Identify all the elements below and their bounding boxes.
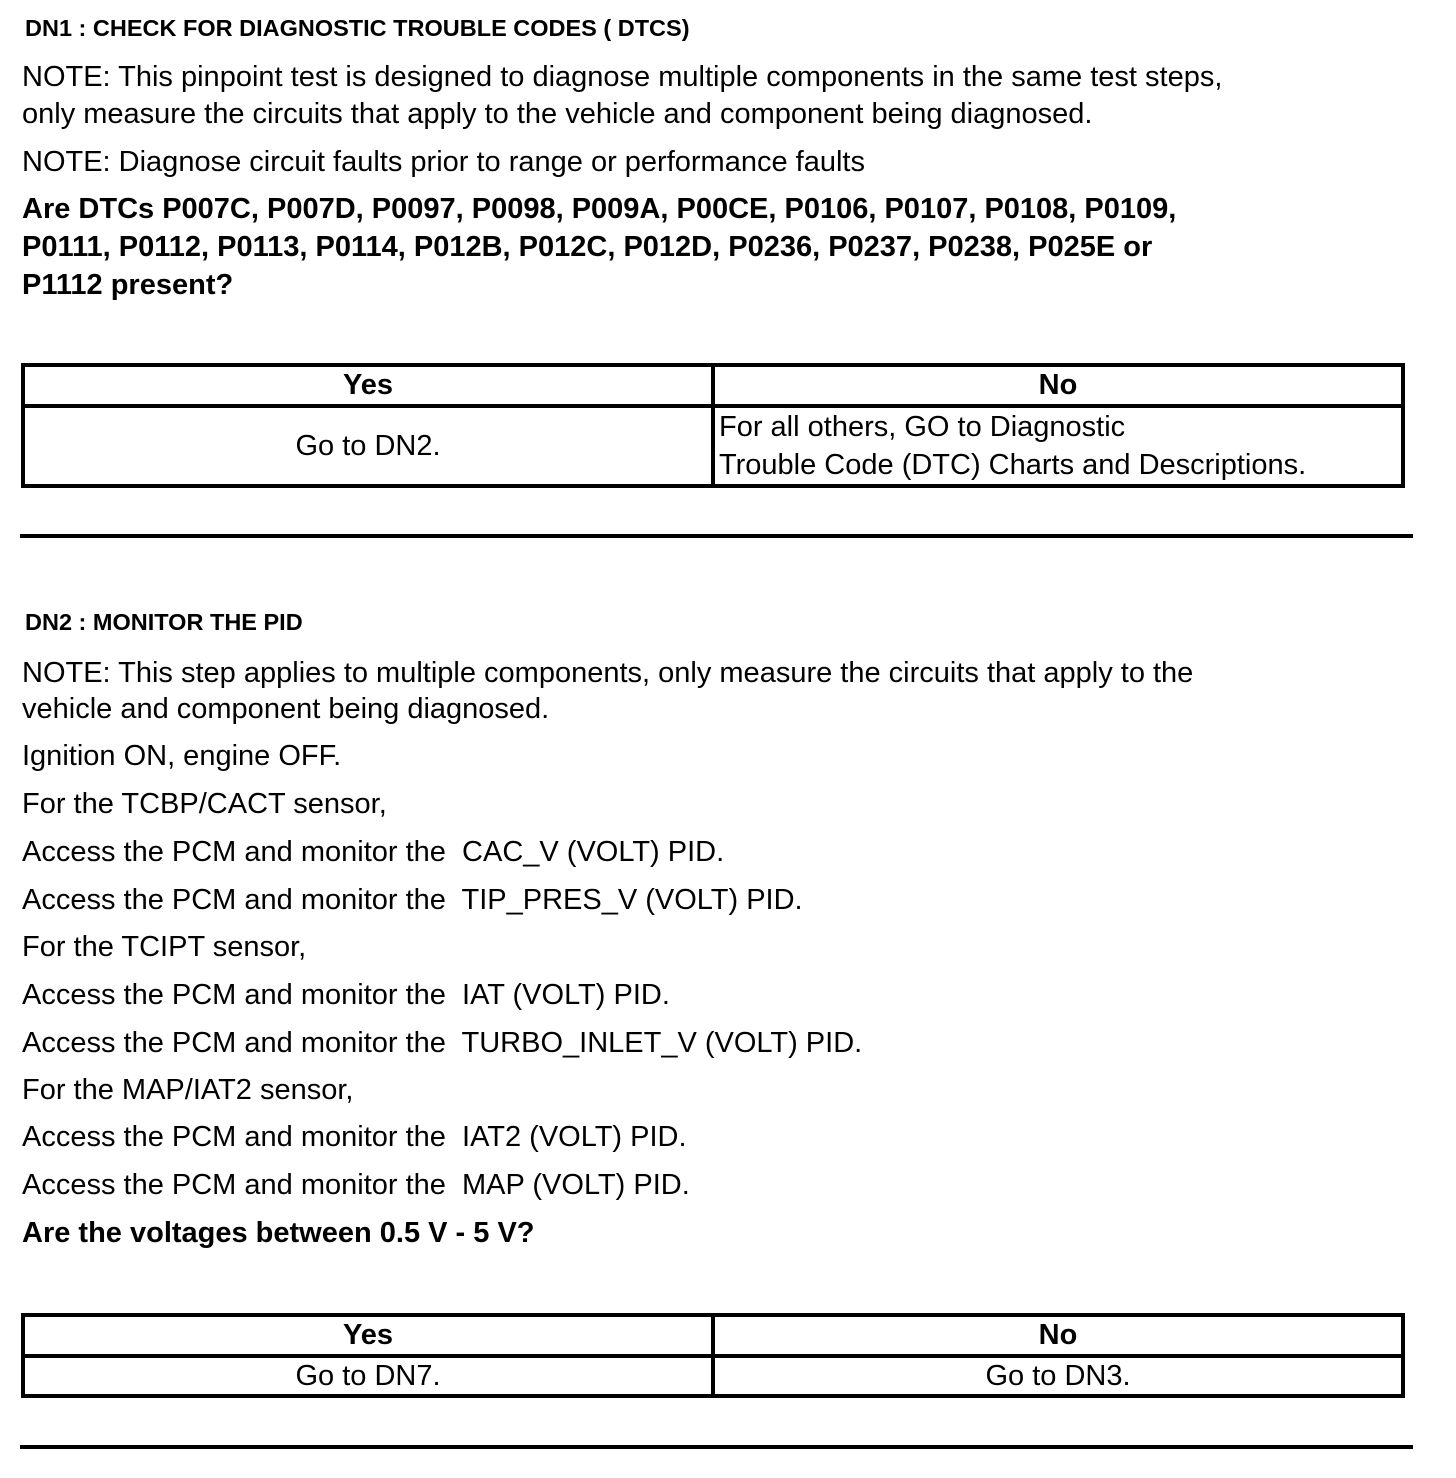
dn2-step: For the TCBP/CACT sensor, — [22, 788, 387, 820]
dn2-result-table — [21, 1313, 1405, 1398]
dn1-note1-line1: NOTE: This pinpoint test is designed to diagnose multiple components in the same test steps, — [22, 61, 1223, 93]
dn1-no-action — [713, 406, 1403, 486]
dn1-note2: NOTE: Diagnose circuit faults prior to range or performance faults — [22, 146, 865, 178]
dn2-step: Access the PCM and monitor the IAT2 (VOLT) PID. — [22, 1121, 687, 1153]
dn2-step: Ignition ON, engine OFF. — [22, 740, 342, 772]
dn2-no-action: Go to DN3. — [713, 1356, 1403, 1396]
dn2-note-line1: NOTE: This step applies to multiple components, only measure the circuits that apply to the — [22, 657, 1194, 689]
dn2-step: Access the PCM and monitor the IAT (VOLT) PID. — [22, 979, 670, 1011]
dn2-no-header: No — [713, 1315, 1403, 1356]
dn2-step: Access the PCM and monitor the TURBO_INLET_V (VOLT) PID. — [22, 1027, 863, 1059]
dn1-no-action-line2: Trouble Code (DTC) Charts and Descriptions. — [719, 449, 1307, 481]
dn2-yes-action: Go to DN7. — [23, 1356, 713, 1396]
dn1-yes-action: Go to DN2. — [23, 406, 713, 486]
dn1-question-line1: Are DTCs P007C, P007D, P0097, P0098, P009A, P00CE, P0106, P0107, P0108, P0109, — [22, 193, 1177, 225]
dn2-step: For the TCIPT sensor, — [22, 931, 307, 963]
dn1-note1-line2: only measure the circuits that apply to the vehicle and component being diagnosed. — [22, 98, 1093, 130]
dn2-step: Access the PCM and monitor the CAC_V (VOLT) PID. — [22, 836, 725, 868]
dn2-step: Access the PCM and monitor the MAP (VOLT) PID. — [22, 1169, 690, 1201]
section-divider — [20, 534, 1413, 538]
dn1-question-line3: P1112 present? — [22, 269, 234, 301]
dn1-result-table — [21, 363, 1405, 488]
dn1-no-action-line1: For all others, GO to Diagnostic — [719, 411, 1126, 443]
dn2-question: Are the voltages between 0.5 V - 5 V? — [22, 1217, 535, 1249]
dn2-yes-header: Yes — [23, 1315, 713, 1356]
dn2-note-line2: vehicle and component being diagnosed. — [22, 693, 550, 725]
dn1-no-header: No — [713, 365, 1403, 406]
dn1-question-line2: P0111, P0112, P0113, P0114, P012B, P012C, P012D, P0236, P0237, P0238, P025E or — [22, 231, 1153, 263]
dn2-step: For the MAP/IAT2 sensor, — [22, 1074, 354, 1106]
dn2-title: DN2 : MONITOR THE PID — [25, 609, 303, 635]
section-divider — [20, 1445, 1413, 1449]
dn1-title: DN1 : CHECK FOR DIAGNOSTIC TROUBLE CODES ( DTCS) — [25, 15, 690, 41]
dn1-yes-header: Yes — [23, 365, 713, 406]
dn2-step: Access the PCM and monitor the TIP_PRES_V (VOLT) PID. — [22, 884, 803, 916]
